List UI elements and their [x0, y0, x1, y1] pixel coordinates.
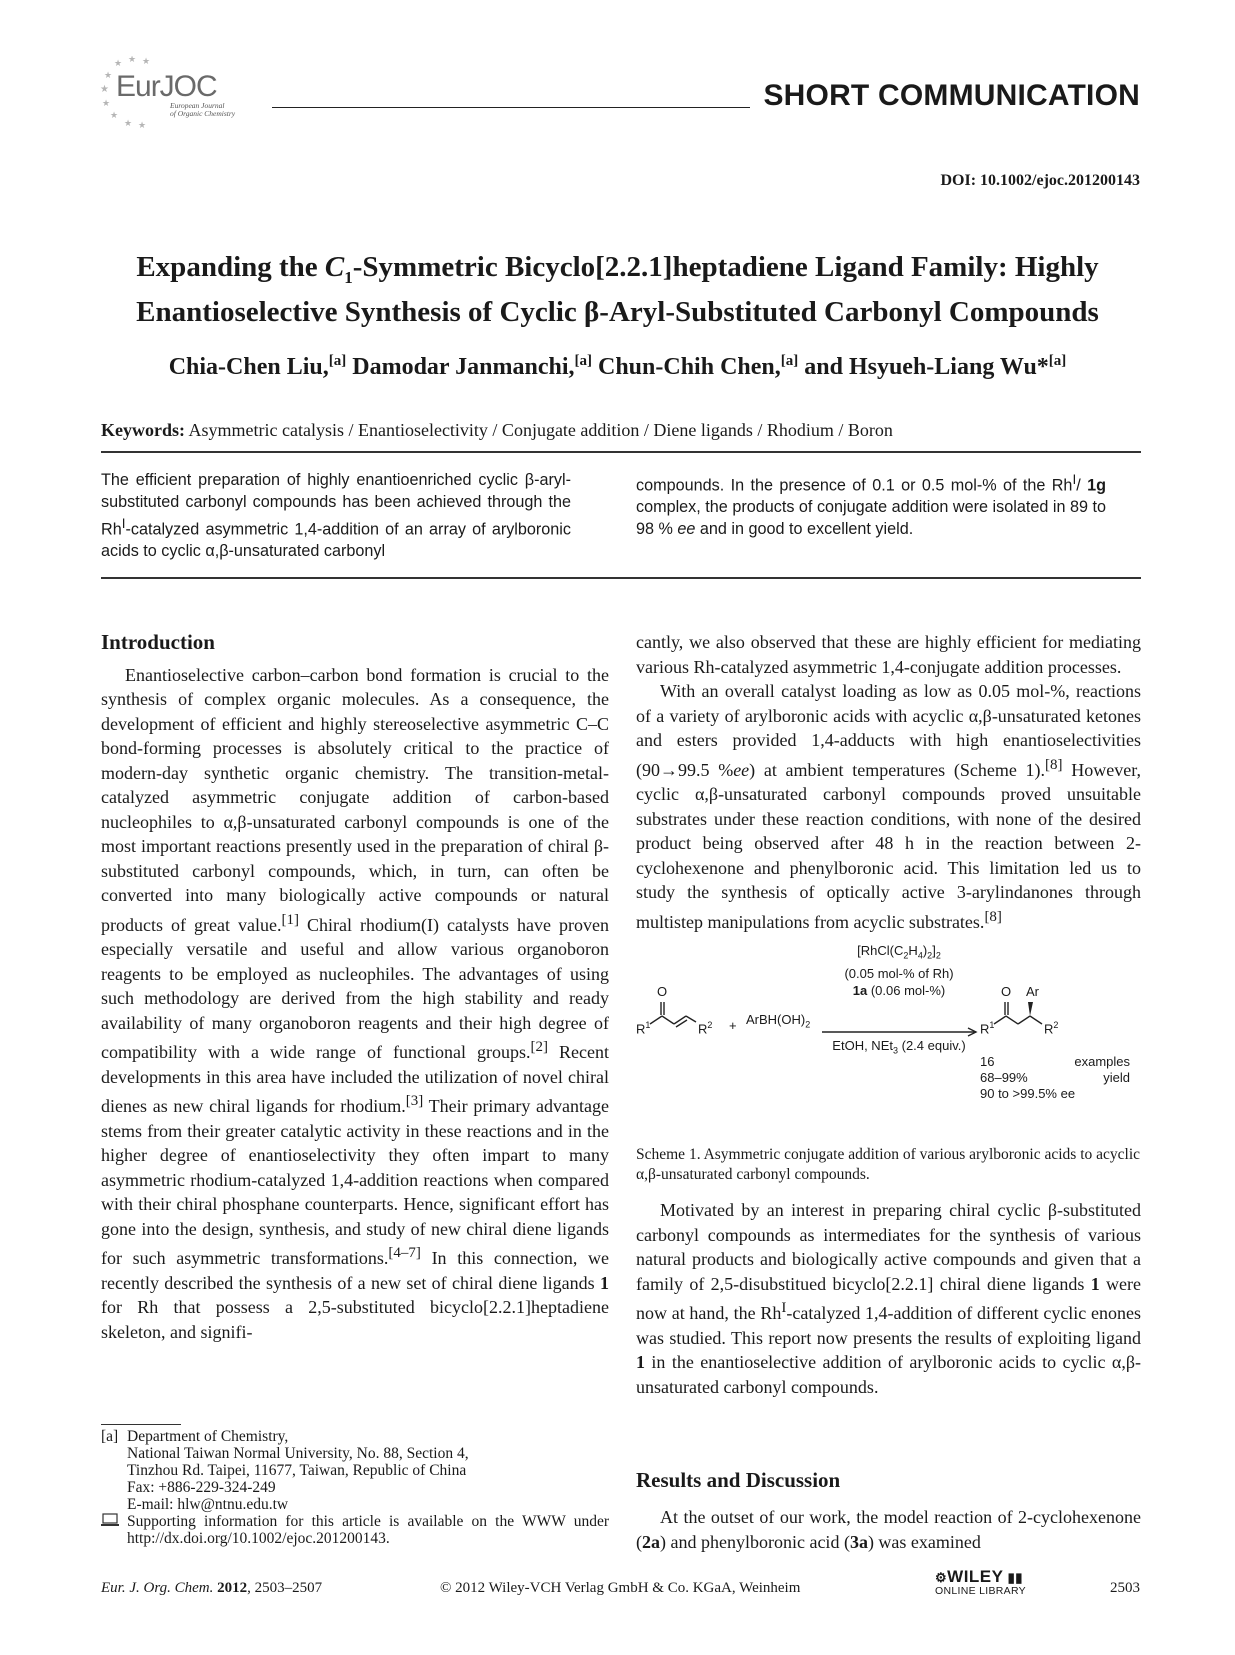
- section-heading-introduction: Introduction: [101, 630, 215, 654]
- paragraph: Motivated by an interest in preparing chiral cyclic β-substituted carbonyl compounds as intermediates for the synthesis of various natural products and biologically active compounds and given that a family of 2,5-disubstitued bicyclo[2.2.1] chiral diene ligands 1 were now at hand, the $Rh^I$-catalyzed 1,4-addition of different cyclic enones was studied. This report now presents the results of exploiting ligand 1 in the enantioselective addition of arylboronic acids to cyclic α,β-unsaturated carbonyl compounds.: [636, 1200, 1141, 1397]
- supporting-info-footnote: [101, 1513, 609, 1547]
- reference-link[interactable]: [1]: [281, 911, 299, 928]
- reaction-conditions-above: $[RhCl(C_2H_4)_2]_2$ (0.05 mol-% of Rh) 1a (0.06 mol-%): [844, 943, 954, 998]
- wiley-online-library-logo: ⚙WILEY ▮▮ ONLINE LIBRARY: [935, 1567, 1026, 1597]
- svg-text:★: ★: [110, 111, 119, 121]
- svg-text:★: ★: [128, 56, 137, 65]
- author-list: Chia-Chen Liu,[a] Damodar Janmanchi,[a] Chun-Chih Chen,[a] and Hsyueh-Liang Wu*[a]: [168, 353, 1067, 380]
- scheme-caption: Scheme 1. Asymmetric conjugate addition of various arylboronic acids to acyclic α,β-unsaturated carbonyl compounds.: [636, 1146, 1141, 1183]
- right-column-bottom: [636, 1505, 1141, 1554]
- author: Damodar Janmanchi,: [346, 354, 575, 380]
- wiley-icon: ⚙: [935, 1570, 948, 1585]
- reference-link[interactable]: [3]: [405, 1093, 424, 1109]
- email-link[interactable]: E-mail: hlw@ntnu.edu.tw: [127, 1496, 289, 1513]
- reaction-conditions-below: EtOH, NEt$_3$ (2.4 equiv.): [832, 1038, 966, 1056]
- abstract-rule: [101, 577, 1141, 579]
- keywords: Keywords: Asymmetric catalysis / Enantioselectivity / Conjugate addition / Diene ligands / Rhodium / Boron: [101, 420, 893, 440]
- logo-subtitle-1: European Journal: [170, 101, 225, 110]
- author: Chia-Chen Liu,: [168, 354, 329, 380]
- svg-text:★: ★: [100, 84, 109, 95]
- section-tag: SHORT COMMUNICATION: [763, 79, 1140, 112]
- author: Chun-Chih Chen,: [592, 354, 781, 380]
- copyright: © 2012 Wiley-VCH Verlag GmbH & Co. KGaA, Weinheim: [440, 1580, 801, 1596]
- citation: Eur. J. Org. Chem. 2012, 2503–2507: [101, 1580, 323, 1596]
- logo-text: EurJOC: [116, 70, 217, 103]
- page-number: 2503: [1110, 1580, 1140, 1596]
- paragraph: At the outset of our work, the model reaction of 2-cyclohexenone (2a) and phenylboronic acid (3a) was examined: [636, 1507, 1141, 1552]
- section-heading-results: Results and Discussion: [636, 1468, 841, 1492]
- journal-logo: [98, 56, 258, 130]
- article-title: Expanding the $C_1$-Symmetric Bicyclo[2.2.1]heptadiene Ligand Family: Highly Enantioselective Synthesis of Cyclic β-Aryl-Substituted Carbonyl Compounds: [136, 251, 1099, 328]
- plus-sign: +: [729, 1018, 737, 1033]
- affiliation-footnote: [a] Department of Chemistry, National Taiwan Normal University, No. 88, Section 4, Tinzhou Rd. Taipei, 11677, Taiwan, Republic of China Fax: +886-229-324-249 E-mail: hlw@ntnu.edu.tw: [101, 1428, 609, 1513]
- header-rule: [272, 107, 750, 108]
- reference-link[interactable]: [8]: [1045, 756, 1063, 773]
- arylboronic-acid: $ArBH(OH)_2$: [746, 1012, 811, 1030]
- introduction-section: [101, 630, 609, 1344]
- scheme-1: O $R^1$ $R^2$ + $ArBH(OH)_2$ $[RhCl(C_2H_4)_2]_2$ (0.05 mol-% of Rh) 1a (0.06 mol-%) EtOH, NEt$_3$ (2.4 equiv.) O Ar $R^1$ $R^2$ 16 examples 68–99% yield 90 to >99.5% ee: [636, 982, 1141, 1132]
- right-column-top: [636, 630, 1141, 934]
- reference-link[interactable]: [2]: [530, 1039, 549, 1055]
- reference-link[interactable]: [8]: [984, 908, 1002, 925]
- logo-subtitle-2: of Organic Chemistry: [170, 109, 236, 118]
- svg-text:★: ★: [114, 59, 123, 69]
- abstract-left: The efficient preparation of highly enantioenriched cyclic β-aryl-substituted carbonyl compounds has been achieved through the $Rh^I$-catalyzed asymmetric 1,4-addition of an array of arylboronic acids to cyclic α,β-unsaturated carbonyl: [101, 471, 571, 561]
- footnotes: [101, 1428, 609, 1547]
- svg-text:★: ★: [104, 71, 113, 81]
- abstract-right: compounds. In the presence of 0.1 or 0.5 mol-% of the $Rh^I/$ 1g complex, the products of conjugate addition were isolated in 89 to 98 % ee and in good to excellent yield.: [636, 472, 1107, 539]
- reference-link[interactable]: [4–7]: [388, 1245, 421, 1261]
- author: and Hsyueh-Liang Wu*: [798, 354, 1049, 380]
- svg-text:★: ★: [124, 119, 133, 129]
- svg-text:★: ★: [142, 57, 151, 67]
- paragraph: cantly, we also observed that these are highly efficient for mediating various Rh-catalyzed asymmetric 1,4-conjugate addition processes.: [636, 632, 1141, 677]
- aryl-label: Ar: [1026, 984, 1039, 999]
- scheme-results: 16 examples 68–99% yield 90 to >99.5% ee: [980, 1054, 1130, 1101]
- supporting-info-link[interactable]: Supporting information for this article is available on the WWW under http://dx.doi.org/10.1002/ejoc.201200143.: [127, 1513, 609, 1547]
- svg-text:★: ★: [102, 99, 111, 109]
- paragraph: With an overall catalyst loading as low as 0.05 mol-%, reactions of a variety of arylboronic acids with acyclic α,β-unsaturated ketones and esters provided 1,4-adducts with high enantioselectivities (90→99.5 %ee) at ambient temperatures (Scheme 1).[8] However, cyclic α,β-unsaturated carbonyl compounds proved unsuitable substrates under these reaction conditions, with none of the desired product being observed after 48 h in the reaction between 2-cyclohexenone and phenylboronic acid. This limitation led us to study the synthesis of optically active 3-arylindanones through multistep manipulations from acyclic substrates.[8]: [636, 681, 1141, 932]
- scheme-o-label: O: [657, 984, 668, 999]
- svg-text:★: ★: [138, 121, 147, 130]
- doi[interactable]: DOI: 10.1002/ejoc.201200143: [940, 172, 1140, 189]
- paragraph: Enantioselective carbon–carbon bond formation is crucial to the synthesis of complex organic molecules. As a consequence, the development of efficient and highly stereoselective asymmetric C–C bond-forming processes is absolutely critical to the practice of modern-day synthetic organic chemistry. The transition-metal-catalyzed asymmetric conjugate addition of carbon-based nucleophiles to α,β-unsaturated carbonyl compounds is one of the most important reactions presently used in the preparation of chiral β-substituted carbonyl compounds, which, in turn, can often be converted into many biologically active compounds or natural products of great value.[1] Chiral rhodium(I) catalysts have proven especially versatile and useful and allow various organoboron reagents to be employed as nucleophiles. The advantages of using such methodology are derived from the high stability and ready availability of many organoboron reagents and their high degree of compatibility with a wide range of functional groups.[2] Recent developments in this area have included the utilization of novel chiral dienes as new chiral ligands for rhodium.[3] Their primary advantage stems from their greater catalytic activity in these reactions and in the higher degree of enantioselectivity they often impart to many asymmetric rhodium-catalyzed 1,4-addition reactions when compared with their chiral phosphane counterparts. Hence, significant effort has gone into the design, synthesis, and study of new chiral diene ligands for such asymmetric transformations.[4–7] In this connection, we recently described the synthesis of a new set of chiral diene ligands 1 for Rh that possess a 2,5-substituted bicyclo[2.2.1]heptadiene skeleton, and signifi-: [101, 664, 610, 1342]
- footnote-rule: [101, 1424, 181, 1425]
- computer-icon: [101, 1513, 119, 1527]
- right-column-middle: [636, 1198, 1141, 1399]
- keywords-rule: [101, 451, 1141, 453]
